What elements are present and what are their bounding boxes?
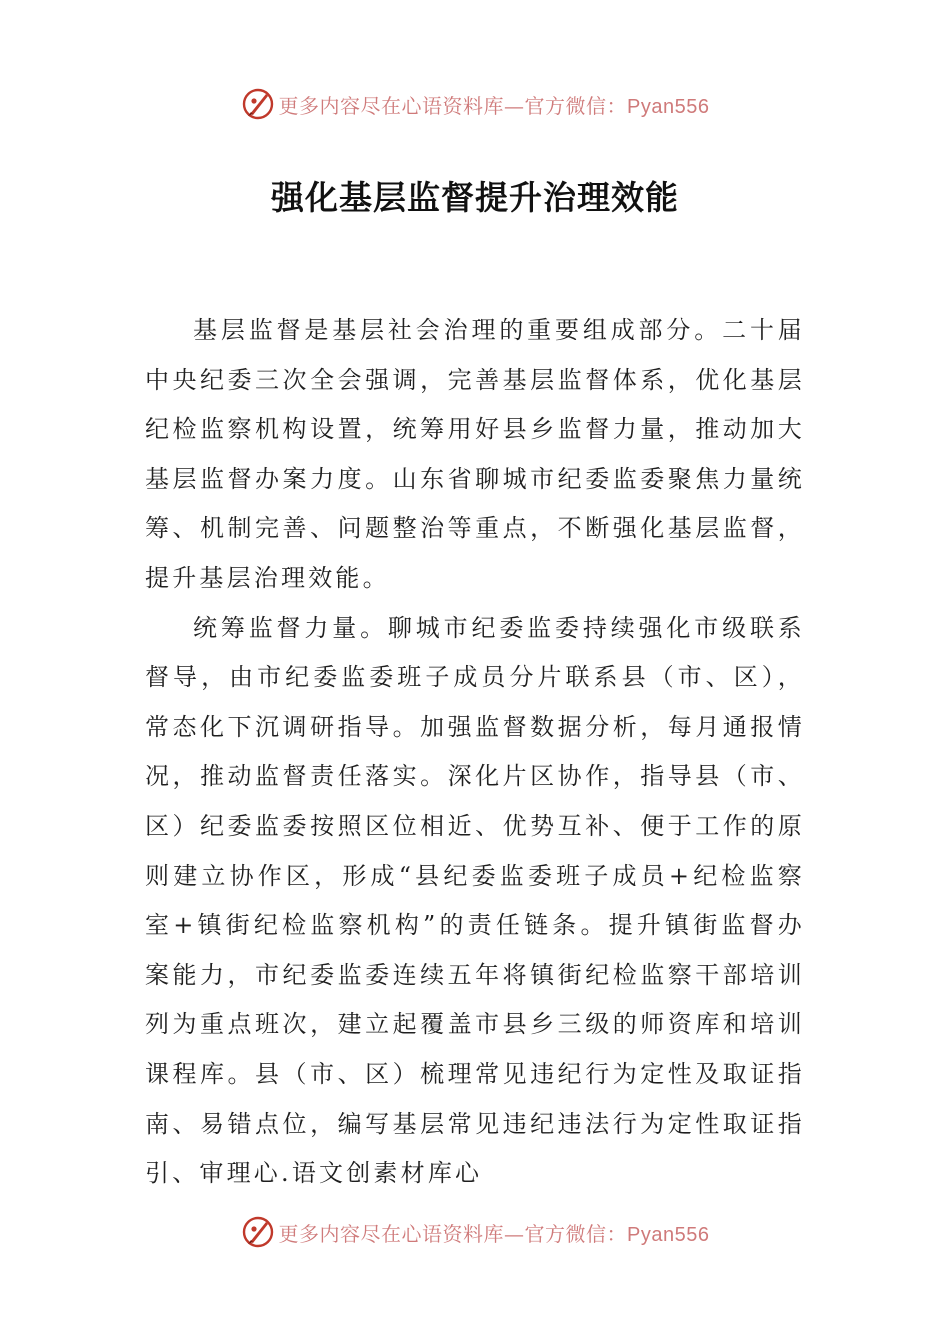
- paragraph: 基层监督是基层社会治理的重要组成部分。二十届中央纪委三次全会强调，完善基层监督体系，优化基层纪检监察机构设置，统筹用好县乡监督力量，推动加大基层监督办案力度。山东省聊城市纪委监委聚焦力量统筹、机制完善、问题整治等重点，不断强化基层监督，提升基层治理效能。: [145, 316, 805, 592]
- paragraph: 统筹监督力量。聊城市纪委监委持续强化市级联系督导，由市纪委监委班子成员分片联系县（市、区），常态化下沉调研指导。加强监督数据分析，每月通报情况，推动监督责任落实。深化片区协作，指导县（市、区）纪委监委按照区位相近、优势互补、便于工作的原则建立协作区，形成“县纪委监委班子成员+纪检监察室+镇街纪检监察机构”的责任链条。提升镇街监督办案能力，市纪委监委连续五年将镇街纪检监察干部培训列为重点班次，建立起覆盖市县乡三级的师资库和培训课程库。县（市、区）梳理常见违纪行为定性及取证指南、易错点位，编写基层常见违纪违法行为定性取证指引、审理心.语文创素材库心: [145, 613, 805, 1188]
- page-title: 强化基层监督提升治理效能: [271, 178, 679, 217]
- banner-slogan: 更多内容尽在心语资料库—官方微信：: [278, 1221, 628, 1246]
- header-banner: [0, 82, 950, 126]
- banner-account: Pyan556: [627, 1223, 710, 1246]
- banner-account: Pyan556: [627, 95, 710, 118]
- footer-banner: [0, 1210, 950, 1254]
- banner-text: [279, 1218, 710, 1247]
- banner-text: [279, 90, 710, 119]
- article-body: [145, 306, 805, 1199]
- quill-pen-logo-icon: [241, 87, 275, 121]
- quill-pen-logo-icon: [241, 1215, 275, 1249]
- banner-slogan: 更多内容尽在心语资料库—官方微信：: [278, 93, 628, 118]
